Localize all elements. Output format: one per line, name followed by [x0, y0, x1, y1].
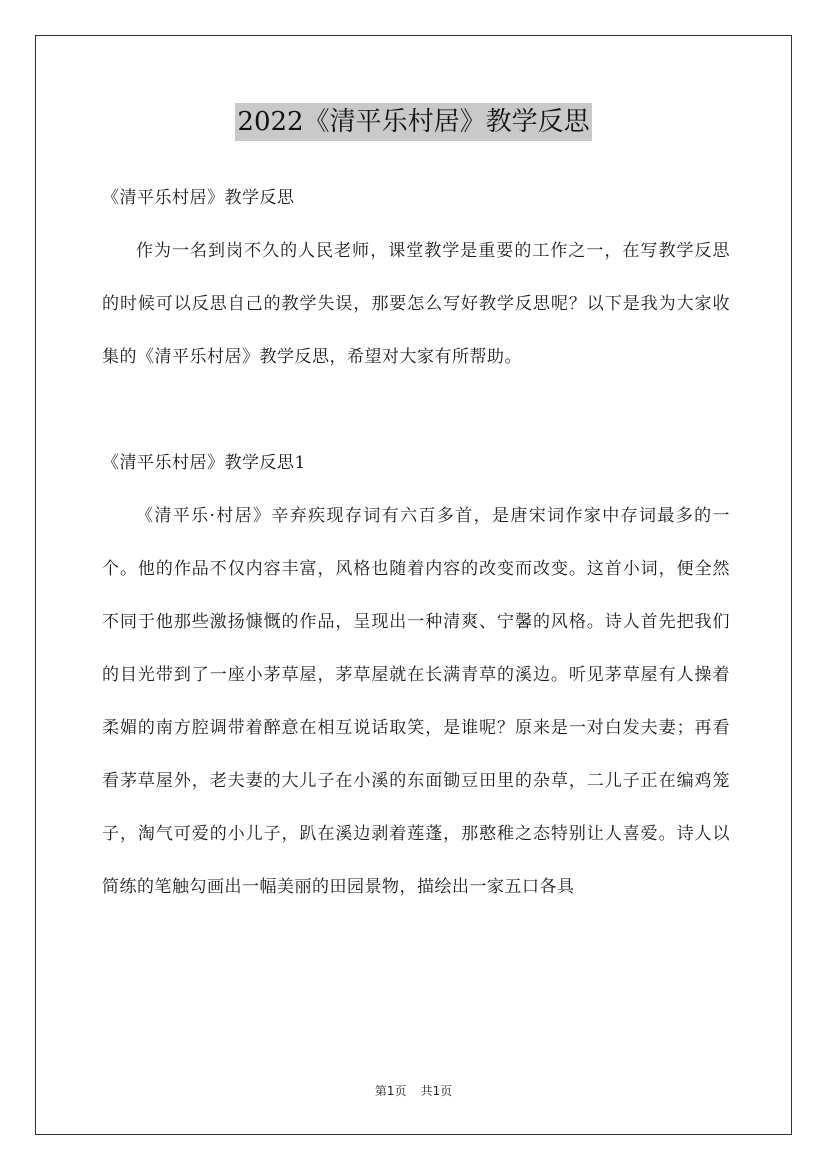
section-spacer: [102, 384, 730, 437]
section-paragraph: 《清平乐·村居》辛弃疾现存词有六百多首，是唐宋词作家中存词最多的一个。他的作品不仅内容丰富，风格也随着内容的改变而改变。这首小词，便全然不同于他那些激扬慷慨的作品，呈现出一种清爽、宁馨的风格。诗人首先把我们的目光带到了一座小茅草屋，茅草屋就在长满青草的溪边。听见茅草屋有人操着柔媚的南方腔调带着醉意在相互说话取笑，是谁呢？原来是一对白发夫妻；再看看茅草屋外，老夫妻的大儿子在小溪的东面锄豆田里的杂草，二儿子正在编鸡笼子，淘气可爱的小儿子，趴在溪边剥着莲蓬，那憨稚之态特别让人喜爱。诗人以简练的笔触勾画出一幅美丽的田园景物，描绘出一家五口各具: [102, 506, 730, 897]
document-body: [102, 172, 730, 914]
page-footer: [0, 1082, 827, 1099]
document-subtitle: 《清平乐村居》教学反思: [102, 188, 295, 208]
section-heading: 《清平乐村居》教学反思1: [102, 453, 306, 473]
title-container: [0, 103, 827, 141]
document-title: 2022《清平乐村居》教学反思: [235, 103, 591, 141]
intro-paragraph: 作为一名到岗不久的人民老师，课堂教学是重要的工作之一，在写教学反思的时候可以反思自己的教学失误，那要怎么写好教学反思呢？以下是我为大家收集的《清平乐村居》教学反思，希望对大家有所帮助。: [102, 241, 730, 367]
page-number: 第1页: [374, 1084, 407, 1098]
total-pages: 共1页: [420, 1084, 453, 1098]
